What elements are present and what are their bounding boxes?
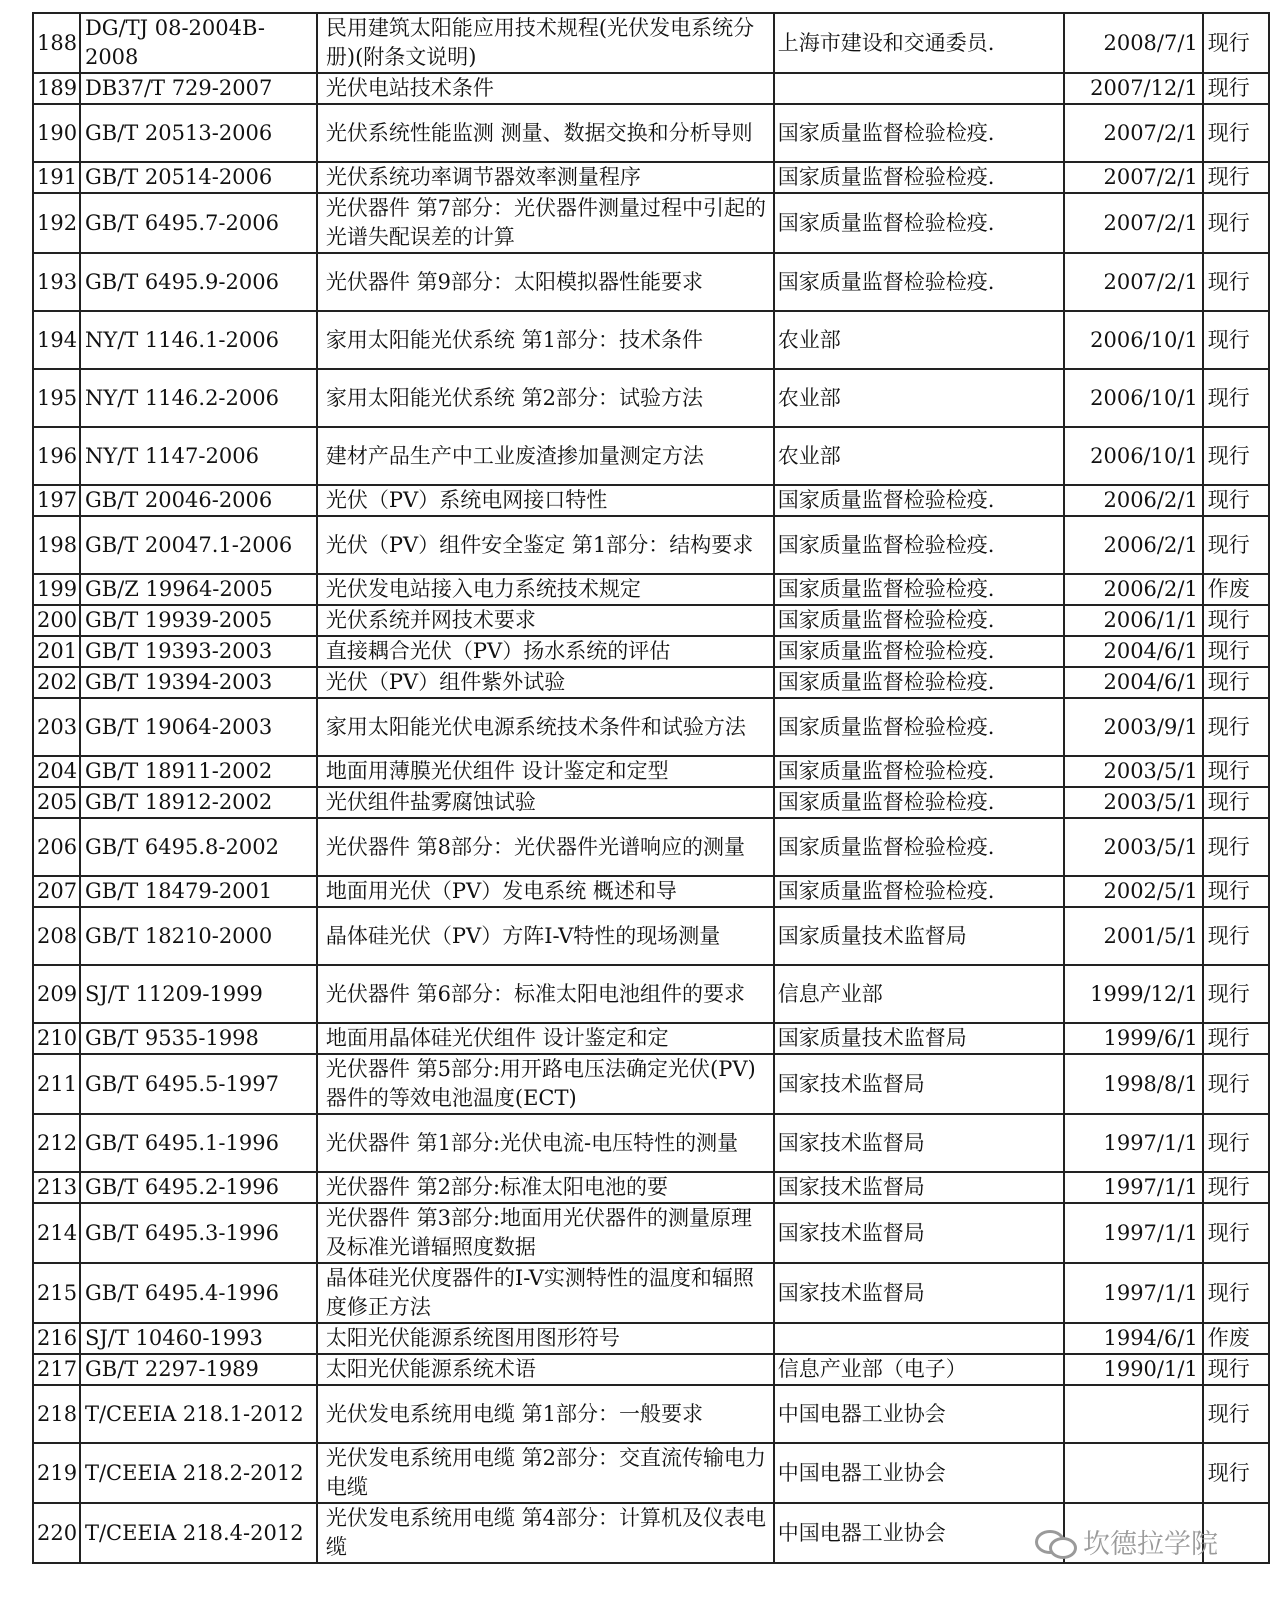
effective-date-cell: 1997/1/1 <box>1064 1114 1203 1172</box>
issuing-organization-cell: 国家技术监督局 <box>774 1114 1064 1172</box>
standard-title-cell: 光伏器件 第8部分：光伏器件光谱响应的测量 <box>317 818 774 876</box>
status-cell: 现行 <box>1203 876 1269 907</box>
status-cell: 现行 <box>1203 1172 1269 1203</box>
issuing-organization-cell: 国家质量监督检验检疫. <box>774 698 1064 756</box>
standard-code-cell: T/CEEIA 218.4-2012 <box>80 1503 317 1563</box>
status-cell: 现行 <box>1203 698 1269 756</box>
standard-code-cell: GB/T 20514-2006 <box>80 162 317 193</box>
standard-code-cell: SJ/T 11209-1999 <box>80 965 317 1023</box>
issuing-organization-cell: 农业部 <box>774 311 1064 369</box>
table-row <box>33 311 1269 369</box>
issuing-organization-cell: 农业部 <box>774 369 1064 427</box>
standard-title-cell: 民用建筑太阳能应用技术规程(光伏发电系统分册)(附条文说明) <box>317 13 774 73</box>
status-cell: 现行 <box>1203 636 1269 667</box>
standard-title-cell: 光伏发电系统用电缆 第1部分：一般要求 <box>317 1385 774 1443</box>
status-cell: 现行 <box>1203 1443 1269 1503</box>
standard-code-cell: SJ/T 10460-1993 <box>80 1323 317 1354</box>
standard-code-cell: GB/T 19393-2003 <box>80 636 317 667</box>
effective-date-cell: 1999/12/1 <box>1064 965 1203 1023</box>
row-number-cell: 220 <box>33 1503 80 1563</box>
table-row <box>33 636 1269 667</box>
table-row <box>33 876 1269 907</box>
effective-date-cell: 2003/5/1 <box>1064 787 1203 818</box>
standard-code-cell: GB/T 6495.4-1996 <box>80 1263 317 1323</box>
standard-title-cell: 光伏器件 第9部分：太阳模拟器性能要求 <box>317 253 774 311</box>
issuing-organization-cell: 国家质量监督检验检疫. <box>774 756 1064 787</box>
status-cell: 现行 <box>1203 73 1269 104</box>
table-row <box>33 1203 1269 1263</box>
issuing-organization-cell: 国家质量技术监督局 <box>774 1023 1064 1054</box>
effective-date-cell: 2007/2/1 <box>1064 162 1203 193</box>
effective-date-cell: 2003/5/1 <box>1064 756 1203 787</box>
standard-code-cell: GB/T 19064-2003 <box>80 698 317 756</box>
effective-date-cell: 1998/8/1 <box>1064 1054 1203 1114</box>
row-number-cell: 197 <box>33 485 80 516</box>
row-number-cell: 195 <box>33 369 80 427</box>
standard-code-cell: GB/T 6495.2-1996 <box>80 1172 317 1203</box>
table-row <box>33 965 1269 1023</box>
issuing-organization-cell: 国家质量技术监督局 <box>774 907 1064 965</box>
row-number-cell: 196 <box>33 427 80 485</box>
standard-code-cell: GB/T 18911-2002 <box>80 756 317 787</box>
standard-title-cell: 光伏电站技术条件 <box>317 73 774 104</box>
table-row <box>33 1263 1269 1323</box>
standard-code-cell: GB/T 20513-2006 <box>80 104 317 162</box>
standard-code-cell: NY/T 1147-2006 <box>80 427 317 485</box>
row-number-cell: 207 <box>33 876 80 907</box>
row-number-cell: 193 <box>33 253 80 311</box>
effective-date-cell <box>1064 1385 1203 1443</box>
effective-date-cell: 1994/6/1 <box>1064 1323 1203 1354</box>
table-row <box>33 756 1269 787</box>
table-row <box>33 907 1269 965</box>
standard-title-cell: 地面用晶体硅光伏组件 设计鉴定和定 <box>317 1023 774 1054</box>
standard-title-cell: 光伏（PV）组件安全鉴定 第1部分：结构要求 <box>317 516 774 574</box>
status-cell: 现行 <box>1203 1114 1269 1172</box>
standard-code-cell: GB/T 6495.3-1996 <box>80 1203 317 1263</box>
effective-date-cell: 1990/1/1 <box>1064 1354 1203 1385</box>
effective-date-cell: 2006/10/1 <box>1064 427 1203 485</box>
issuing-organization-cell: 国家质量监督检验检疫. <box>774 485 1064 516</box>
issuing-organization-cell: 国家技术监督局 <box>774 1172 1064 1203</box>
table-row <box>33 698 1269 756</box>
effective-date-cell: 2007/2/1 <box>1064 253 1203 311</box>
table-row <box>33 1385 1269 1443</box>
status-cell: 现行 <box>1203 1054 1269 1114</box>
status-cell: 现行 <box>1203 605 1269 636</box>
effective-date-cell: 2003/9/1 <box>1064 698 1203 756</box>
table-row <box>33 818 1269 876</box>
status-cell: 现行 <box>1203 104 1269 162</box>
effective-date-cell: 1997/1/1 <box>1064 1263 1203 1323</box>
standard-title-cell: 光伏发电系统用电缆 第4部分：计算机及仪表电缆 <box>317 1503 774 1563</box>
row-number-cell: 205 <box>33 787 80 818</box>
row-number-cell: 210 <box>33 1023 80 1054</box>
standard-title-cell: 光伏系统性能监测 测量、数据交换和分析导则 <box>317 104 774 162</box>
effective-date-cell: 2007/2/1 <box>1064 193 1203 253</box>
effective-date-cell: 2008/7/1 <box>1064 13 1203 73</box>
row-number-cell: 204 <box>33 756 80 787</box>
status-cell: 现行 <box>1203 253 1269 311</box>
status-cell: 现行 <box>1203 427 1269 485</box>
row-number-cell: 190 <box>33 104 80 162</box>
effective-date-cell: 2007/2/1 <box>1064 104 1203 162</box>
standard-title-cell: 晶体硅光伏度器件的I-V实测特性的温度和辐照度修正方法 <box>317 1263 774 1323</box>
effective-date-cell <box>1064 1443 1203 1503</box>
status-cell: 现行 <box>1203 787 1269 818</box>
row-number-cell: 201 <box>33 636 80 667</box>
standard-title-cell: 光伏系统并网技术要求 <box>317 605 774 636</box>
standard-title-cell: 建材产品生产中工业废渣掺加量测定方法 <box>317 427 774 485</box>
standard-code-cell: GB/Z 19964-2005 <box>80 574 317 605</box>
standard-code-cell: GB/T 6495.1-1996 <box>80 1114 317 1172</box>
issuing-organization-cell: 信息产业部（电子） <box>774 1354 1064 1385</box>
issuing-organization-cell: 国家质量监督检验检疫. <box>774 253 1064 311</box>
status-cell: 现行 <box>1203 1203 1269 1263</box>
effective-date-cell: 2006/1/1 <box>1064 605 1203 636</box>
row-number-cell: 189 <box>33 73 80 104</box>
row-number-cell: 206 <box>33 818 80 876</box>
table-row <box>33 193 1269 253</box>
table-row <box>33 1323 1269 1354</box>
issuing-organization-cell: 国家质量监督检验检疫. <box>774 818 1064 876</box>
standard-title-cell: 地面用薄膜光伏组件 设计鉴定和定型 <box>317 756 774 787</box>
row-number-cell: 208 <box>33 907 80 965</box>
status-cell: 现行 <box>1203 13 1269 73</box>
row-number-cell: 216 <box>33 1323 80 1354</box>
issuing-organization-cell: 国家质量监督检验检疫. <box>774 104 1064 162</box>
table-row <box>33 104 1269 162</box>
status-cell: 现行 <box>1203 369 1269 427</box>
standard-title-cell: 家用太阳能光伏系统 第2部分：试验方法 <box>317 369 774 427</box>
standard-code-cell: GB/T 19394-2003 <box>80 667 317 698</box>
issuing-organization-cell: 中国电器工业协会 <box>774 1503 1064 1563</box>
row-number-cell: 191 <box>33 162 80 193</box>
standards-table-body <box>33 13 1269 1563</box>
standard-code-cell: GB/T 18479-2001 <box>80 876 317 907</box>
issuing-organization-cell: 国家质量监督检验检疫. <box>774 516 1064 574</box>
issuing-organization-cell: 上海市建设和交通委员. <box>774 13 1064 73</box>
table-row <box>33 605 1269 636</box>
standard-code-cell: T/CEEIA 218.1-2012 <box>80 1385 317 1443</box>
table-row <box>33 485 1269 516</box>
table-row <box>33 13 1269 73</box>
table-row <box>33 162 1269 193</box>
issuing-organization-cell: 国家质量监督检验检疫. <box>774 605 1064 636</box>
row-number-cell: 214 <box>33 1203 80 1263</box>
standard-title-cell: 光伏（PV）系统电网接口特性 <box>317 485 774 516</box>
standard-code-cell: GB/T 2297-1989 <box>80 1354 317 1385</box>
standard-code-cell: GB/T 6495.7-2006 <box>80 193 317 253</box>
effective-date-cell: 1999/6/1 <box>1064 1023 1203 1054</box>
row-number-cell: 211 <box>33 1054 80 1114</box>
standard-code-cell: GB/T 6495.9-2006 <box>80 253 317 311</box>
table-row <box>33 516 1269 574</box>
table-row <box>33 1023 1269 1054</box>
row-number-cell: 203 <box>33 698 80 756</box>
standards-table <box>32 12 1270 1564</box>
issuing-organization-cell: 国家质量监督检验检疫. <box>774 876 1064 907</box>
standard-code-cell: T/CEEIA 218.2-2012 <box>80 1443 317 1503</box>
row-number-cell: 198 <box>33 516 80 574</box>
table-row <box>33 787 1269 818</box>
table-row <box>33 1114 1269 1172</box>
standard-title-cell: 光伏（PV）组件紫外试验 <box>317 667 774 698</box>
status-cell: 现行 <box>1203 193 1269 253</box>
status-cell: 现行 <box>1203 1385 1269 1443</box>
issuing-organization-cell: 国家技术监督局 <box>774 1054 1064 1114</box>
standard-title-cell: 家用太阳能光伏系统 第1部分：技术条件 <box>317 311 774 369</box>
standard-code-cell: NY/T 1146.1-2006 <box>80 311 317 369</box>
issuing-organization-cell: 农业部 <box>774 427 1064 485</box>
table-row <box>33 73 1269 104</box>
row-number-cell: 219 <box>33 1443 80 1503</box>
effective-date-cell: 2004/6/1 <box>1064 636 1203 667</box>
effective-date-cell: 1997/1/1 <box>1064 1203 1203 1263</box>
standard-title-cell: 太阳光伏能源系统术语 <box>317 1354 774 1385</box>
table-row <box>33 667 1269 698</box>
row-number-cell: 194 <box>33 311 80 369</box>
table-row <box>33 427 1269 485</box>
status-cell: 现行 <box>1203 1023 1269 1054</box>
standard-title-cell: 光伏发电站接入电力系统技术规定 <box>317 574 774 605</box>
standards-table-sheet <box>32 12 1270 1564</box>
row-number-cell: 200 <box>33 605 80 636</box>
standard-title-cell: 光伏器件 第5部分:用开路电压法确定光伏(PV)器件的等效电池温度(ECT) <box>317 1054 774 1114</box>
row-number-cell: 199 <box>33 574 80 605</box>
standard-title-cell: 光伏器件 第3部分:地面用光伏器件的测量原理及标准光谱辐照度数据 <box>317 1203 774 1263</box>
effective-date-cell: 2006/2/1 <box>1064 574 1203 605</box>
issuing-organization-cell <box>774 1323 1064 1354</box>
standard-code-cell: GB/T 9535-1998 <box>80 1023 317 1054</box>
status-cell: 现行 <box>1203 516 1269 574</box>
status-cell: 现行 <box>1203 162 1269 193</box>
row-number-cell: 213 <box>33 1172 80 1203</box>
effective-date-cell: 2006/10/1 <box>1064 311 1203 369</box>
effective-date-cell: 2001/5/1 <box>1064 907 1203 965</box>
table-row <box>33 1443 1269 1503</box>
wechat-icon <box>1035 1528 1075 1556</box>
issuing-organization-cell: 信息产业部 <box>774 965 1064 1023</box>
row-number-cell: 202 <box>33 667 80 698</box>
issuing-organization-cell: 国家技术监督局 <box>774 1203 1064 1263</box>
row-number-cell: 218 <box>33 1385 80 1443</box>
standard-title-cell: 家用太阳能光伏电源系统技术条件和试验方法 <box>317 698 774 756</box>
status-cell: 作废 <box>1203 574 1269 605</box>
table-row <box>33 1172 1269 1203</box>
row-number-cell: 217 <box>33 1354 80 1385</box>
table-row <box>33 253 1269 311</box>
issuing-organization-cell: 中国电器工业协会 <box>774 1443 1064 1503</box>
watermark <box>1035 1522 1218 1561</box>
standard-title-cell: 光伏器件 第6部分：标准太阳电池组件的要求 <box>317 965 774 1023</box>
standard-title-cell: 光伏组件盐雾腐蚀试验 <box>317 787 774 818</box>
status-cell: 现行 <box>1203 311 1269 369</box>
table-row <box>33 1354 1269 1385</box>
standard-title-cell: 光伏发电系统用电缆 第2部分：交直流传输电力电缆 <box>317 1443 774 1503</box>
standard-code-cell: GB/T 20046-2006 <box>80 485 317 516</box>
status-cell: 现行 <box>1203 818 1269 876</box>
effective-date-cell: 2006/2/1 <box>1064 485 1203 516</box>
standard-code-cell: DG/TJ 08-2004B-2008 <box>80 13 317 73</box>
status-cell: 现行 <box>1203 1263 1269 1323</box>
status-cell: 现行 <box>1203 667 1269 698</box>
standard-code-cell: GB/T 20047.1-2006 <box>80 516 317 574</box>
standard-code-cell: GB/T 18912-2002 <box>80 787 317 818</box>
standard-title-cell: 光伏系统功率调节器效率测量程序 <box>317 162 774 193</box>
issuing-organization-cell: 国家质量监督检验检疫. <box>774 787 1064 818</box>
standard-code-cell: GB/T 19939-2005 <box>80 605 317 636</box>
effective-date-cell: 2003/5/1 <box>1064 818 1203 876</box>
table-row <box>33 369 1269 427</box>
effective-date-cell: 2006/10/1 <box>1064 369 1203 427</box>
standard-code-cell: NY/T 1146.2-2006 <box>80 369 317 427</box>
issuing-organization-cell: 国家质量监督检验检疫. <box>774 667 1064 698</box>
row-number-cell: 188 <box>33 13 80 73</box>
standard-title-cell: 光伏器件 第1部分:光伏电流-电压特性的测量 <box>317 1114 774 1172</box>
standard-title-cell: 直接耦合光伏（PV）扬水系统的评估 <box>317 636 774 667</box>
row-number-cell: 212 <box>33 1114 80 1172</box>
status-cell: 现行 <box>1203 907 1269 965</box>
issuing-organization-cell: 国家质量监督检验检疫. <box>774 574 1064 605</box>
issuing-organization-cell: 国家质量监督检验检疫. <box>774 193 1064 253</box>
effective-date-cell: 2002/5/1 <box>1064 876 1203 907</box>
watermark-text: 坎德拉学院 <box>1083 1529 1218 1560</box>
standard-title-cell: 地面用光伏（PV）发电系统 概述和导 <box>317 876 774 907</box>
standard-code-cell: GB/T 18210-2000 <box>80 907 317 965</box>
issuing-organization-cell: 中国电器工业协会 <box>774 1385 1064 1443</box>
effective-date-cell: 1997/1/1 <box>1064 1172 1203 1203</box>
standard-code-cell: GB/T 6495.8-2002 <box>80 818 317 876</box>
effective-date-cell: 2006/2/1 <box>1064 516 1203 574</box>
row-number-cell: 215 <box>33 1263 80 1323</box>
standard-code-cell: DB37/T 729-2007 <box>80 73 317 104</box>
standard-title-cell: 晶体硅光伏（PV）方阵I-V特性的现场测量 <box>317 907 774 965</box>
table-row <box>33 574 1269 605</box>
status-cell: 作废 <box>1203 1323 1269 1354</box>
table-row <box>33 1054 1269 1114</box>
effective-date-cell: 2007/12/1 <box>1064 73 1203 104</box>
status-cell: 现行 <box>1203 485 1269 516</box>
status-cell: 现行 <box>1203 965 1269 1023</box>
effective-date-cell: 2004/6/1 <box>1064 667 1203 698</box>
row-number-cell: 209 <box>33 965 80 1023</box>
standard-title-cell: 光伏器件 第7部分：光伏器件测量过程中引起的光谱失配误差的计算 <box>317 193 774 253</box>
status-cell: 现行 <box>1203 1354 1269 1385</box>
status-cell: 现行 <box>1203 756 1269 787</box>
row-number-cell: 192 <box>33 193 80 253</box>
standard-title-cell: 光伏器件 第2部分:标准太阳电池的要 <box>317 1172 774 1203</box>
standard-title-cell: 太阳光伏能源系统图用图形符号 <box>317 1323 774 1354</box>
standard-code-cell: GB/T 6495.5-1997 <box>80 1054 317 1114</box>
issuing-organization-cell: 国家技术监督局 <box>774 1263 1064 1323</box>
issuing-organization-cell: 国家质量监督检验检疫. <box>774 162 1064 193</box>
issuing-organization-cell: 国家质量监督检验检疫. <box>774 636 1064 667</box>
issuing-organization-cell <box>774 73 1064 104</box>
